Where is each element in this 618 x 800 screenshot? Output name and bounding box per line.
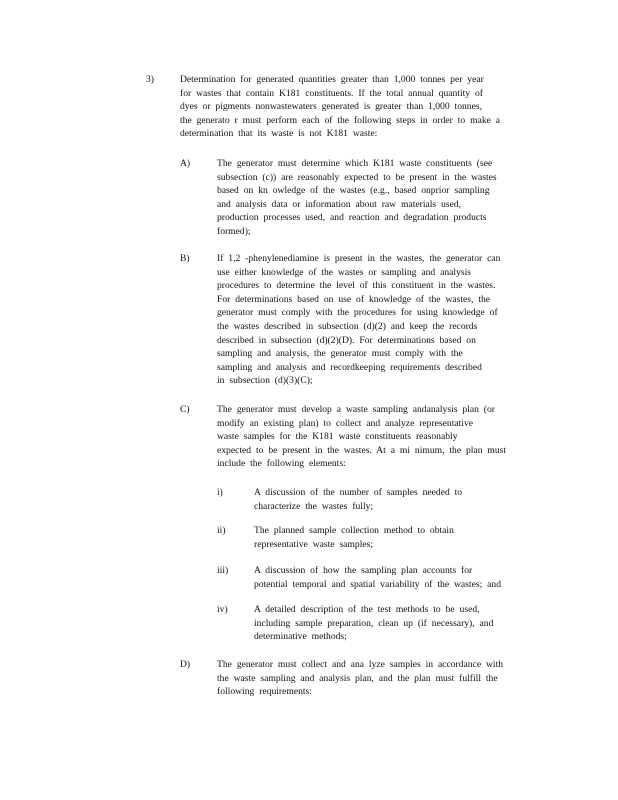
text-line: production processes used, and reaction and degradation products — [217, 212, 487, 224]
item-c-i-number: i) — [217, 487, 223, 498]
text-line: following requirements: — [217, 686, 312, 698]
text-line: the waste sampling and analysis plan, and the plan must fulfill the — [217, 672, 498, 684]
text-line: The generator must collect and ana lyze samples in accordance with — [217, 659, 504, 670]
text-line: If 1,2 -phenylenediamine is present in the wastes, the generator can — [217, 253, 501, 264]
text-line: the wastes described in subsection (d)(2) and keep the records — [217, 320, 478, 332]
text-line: modify an existing plan) to collect and analyze representative — [217, 417, 474, 429]
text-line: generator must comply with the procedures for using knowledge of — [217, 307, 498, 319]
text-line: use either knowledge of the wastes or sampling and analysis — [217, 266, 472, 278]
item-b-text — [217, 252, 539, 388]
text-line: Determination for generated quantities greater than 1,000 tonnes per year — [180, 74, 484, 85]
item-c-i-text — [254, 486, 514, 513]
item-c-iii-text — [254, 564, 536, 591]
text-line: sampling and analysis, the generator must comply with the — [217, 348, 463, 360]
item-c-text — [217, 403, 539, 471]
text-line: the generato r must perform each of the following steps in order to make a — [180, 114, 501, 126]
item-a-text — [217, 157, 537, 239]
text-line: The generator must develop a waste sampling andanalysis plan (or — [217, 404, 495, 415]
text-line: A discussion of how the sampling plan accounts for — [254, 565, 473, 576]
item-d-number: D) — [180, 659, 191, 670]
text-line: The planned sample collection method to obtain — [254, 525, 454, 536]
text-line: described in subsection (d)(2)(D). For determinations based on — [217, 334, 476, 346]
item-c-iv-text — [254, 603, 536, 644]
item-b-number: B) — [180, 253, 190, 264]
text-line: potential temporal and spatial variability of the wastes; and — [254, 578, 501, 590]
text-line: The generator must determine which K181 waste constituents (see — [217, 158, 493, 169]
text-line: determinative methods; — [254, 631, 347, 643]
text-line: sampling and analysis and recordkeeping requirements described — [217, 361, 482, 373]
text-line: characterize the wastes fully; — [254, 500, 374, 512]
text-line: for wastes that contain K181 constituents. If the total annual quantity of — [180, 87, 483, 99]
item-c-iii-number: iii) — [217, 565, 229, 576]
text-line: including sample preparation, clean up (if necessary), and — [254, 617, 494, 629]
item-3-number: 3) — [146, 74, 154, 85]
text-line: waste samples for the K181 waste constituents reasonably — [217, 431, 458, 443]
item-c-number: C) — [180, 404, 190, 415]
item-c-iv-number: iv) — [217, 604, 228, 615]
item-d-text — [217, 658, 539, 699]
text-line: representative waste samples; — [254, 538, 374, 550]
item-3-text — [180, 73, 538, 141]
item-c-ii-number: ii) — [217, 525, 226, 536]
text-line: dyes or pigments nonwastewaters generated is greater than 1,000 tonnes, — [180, 101, 482, 113]
text-line: in subsection (d)(3)(C); — [217, 375, 313, 387]
item-a-number: A) — [180, 158, 191, 169]
text-line: and analysis data or information about raw materials used, — [217, 198, 462, 210]
text-line: based on kn owledge of the wastes (e.g., based onprior sampling — [217, 185, 490, 197]
text-line: expected to be present in the wastes. At a mi nimum, the plan must — [217, 444, 507, 456]
text-line: include the following elements: — [217, 458, 346, 470]
text-line: For determinations based on use of knowledge of the wastes, the — [217, 293, 491, 305]
item-c-ii-text — [254, 524, 514, 551]
text-line: A discussion of the number of samples needed to — [254, 487, 463, 498]
text-line: A detailed description of the test methods to be used, — [254, 604, 480, 615]
text-line: procedures to determine the level of this constituent in the wastes. — [217, 280, 496, 292]
text-line: determination that its waste is not K181 waste: — [180, 128, 378, 140]
text-line: formed); — [217, 225, 251, 237]
text-line: subsection (c)) are reasonably expected to be present in the wastes — [217, 171, 497, 183]
